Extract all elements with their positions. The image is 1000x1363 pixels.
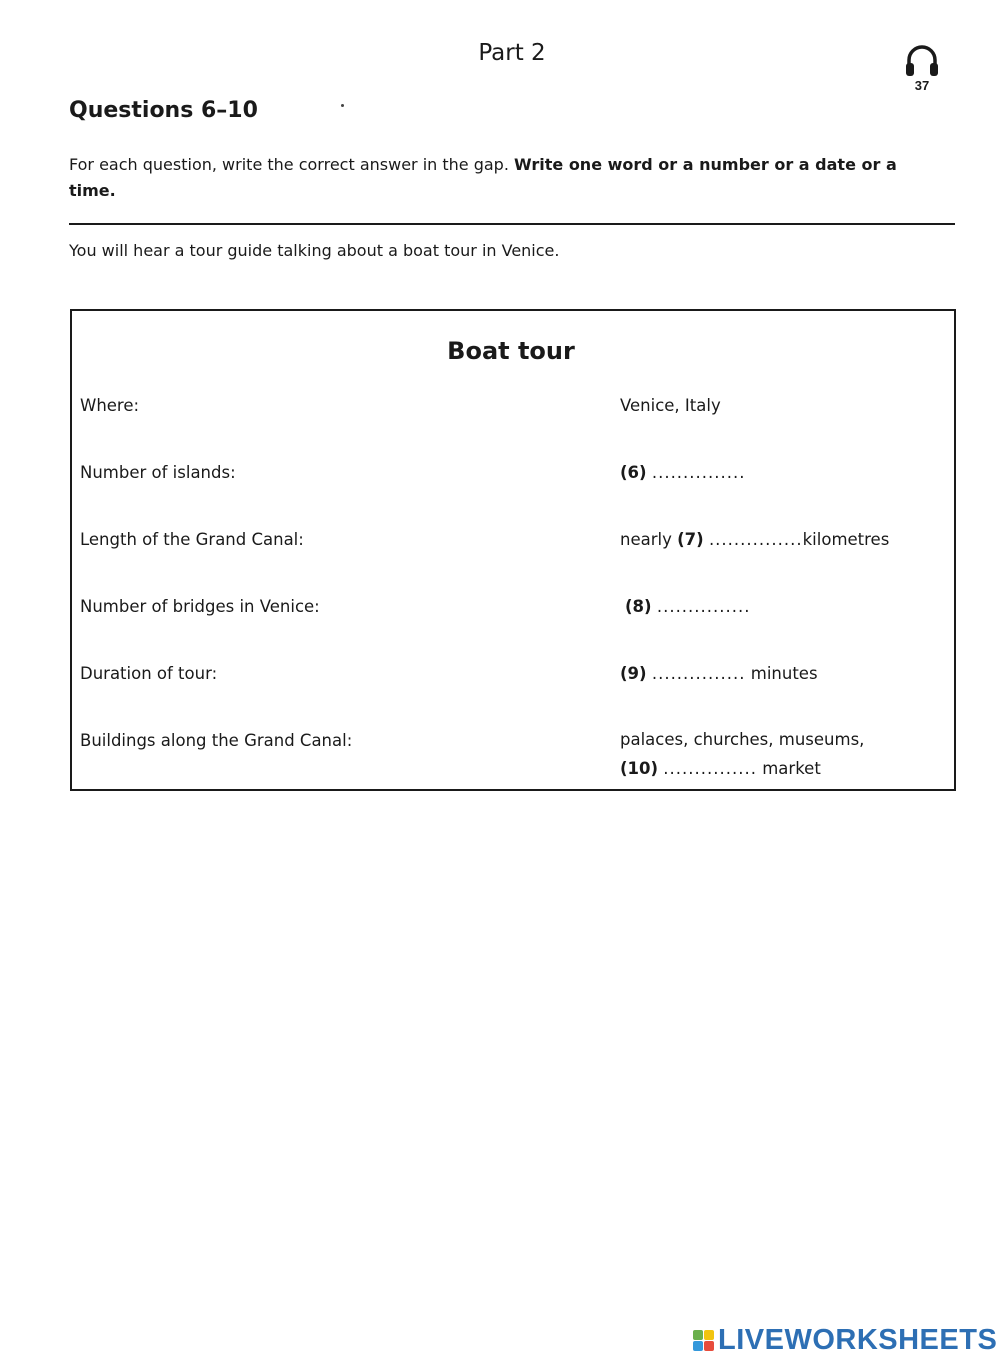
- value-suffix: minutes: [745, 664, 818, 683]
- gap-dots: ...............: [656, 597, 751, 616]
- row-label: Where:: [80, 396, 140, 415]
- liveworksheets-logo: [693, 1322, 997, 1358]
- value-prefix: nearly: [620, 530, 678, 549]
- row-label: Buildings along the Grand Canal:: [80, 731, 353, 750]
- logo-square: [704, 1341, 714, 1351]
- question-number: (10): [620, 759, 659, 778]
- answer-gap-10[interactable]: [620, 725, 864, 783]
- part-title: Part 2: [478, 40, 546, 66]
- gap-dots: ...............: [708, 530, 803, 549]
- logo-square: [704, 1330, 714, 1340]
- audio-track-number: 37: [914, 78, 930, 93]
- gap-dots: ...............: [663, 759, 757, 778]
- answer-gap-8[interactable]: [625, 597, 751, 616]
- tour-title: Boat tour: [447, 337, 575, 365]
- row-value: Venice, Italy: [620, 396, 721, 415]
- questions-heading: Questions 6–10: [69, 98, 258, 123]
- logo-text: LIVEWORKSHEETS: [718, 1323, 998, 1356]
- divider-rule: [69, 223, 955, 225]
- value-line: palaces, churches, museums,: [620, 730, 865, 749]
- answer-gap-9[interactable]: [620, 664, 818, 683]
- row-label: Number of bridges in Venice:: [80, 597, 320, 616]
- instructions: [69, 152, 939, 204]
- question-number: (7): [677, 530, 704, 549]
- headphones-icon: [904, 42, 940, 80]
- value-suffix: market: [756, 759, 821, 778]
- answer-gap-6[interactable]: [620, 463, 746, 482]
- instructions-text: For each question, write the correct answer in the gap.: [69, 155, 514, 174]
- value-suffix: kilometres: [802, 530, 890, 549]
- listening-context: You will hear a tour guide talking about a boat tour in Venice.: [69, 241, 560, 260]
- row-label: Number of islands:: [80, 463, 236, 482]
- row-label: Duration of tour:: [80, 664, 218, 683]
- logo-square: [693, 1341, 703, 1351]
- question-number: (9): [620, 664, 647, 683]
- logo-square: [693, 1330, 703, 1340]
- row-label: Length of the Grand Canal:: [80, 530, 304, 549]
- answer-gap-7[interactable]: [620, 530, 889, 549]
- instructions-emphasis: Write one word or a number or a date or a time.: [69, 155, 897, 200]
- gap-dots: ...............: [651, 664, 746, 683]
- boat-tour-notes: [70, 309, 956, 791]
- print-speck: [341, 104, 344, 107]
- gap-dots: ...............: [651, 463, 746, 482]
- question-number: (8): [625, 597, 652, 616]
- audio-track-indicator: [900, 42, 944, 93]
- logo-grid-icon: [693, 1330, 714, 1351]
- question-number: (6): [620, 463, 647, 482]
